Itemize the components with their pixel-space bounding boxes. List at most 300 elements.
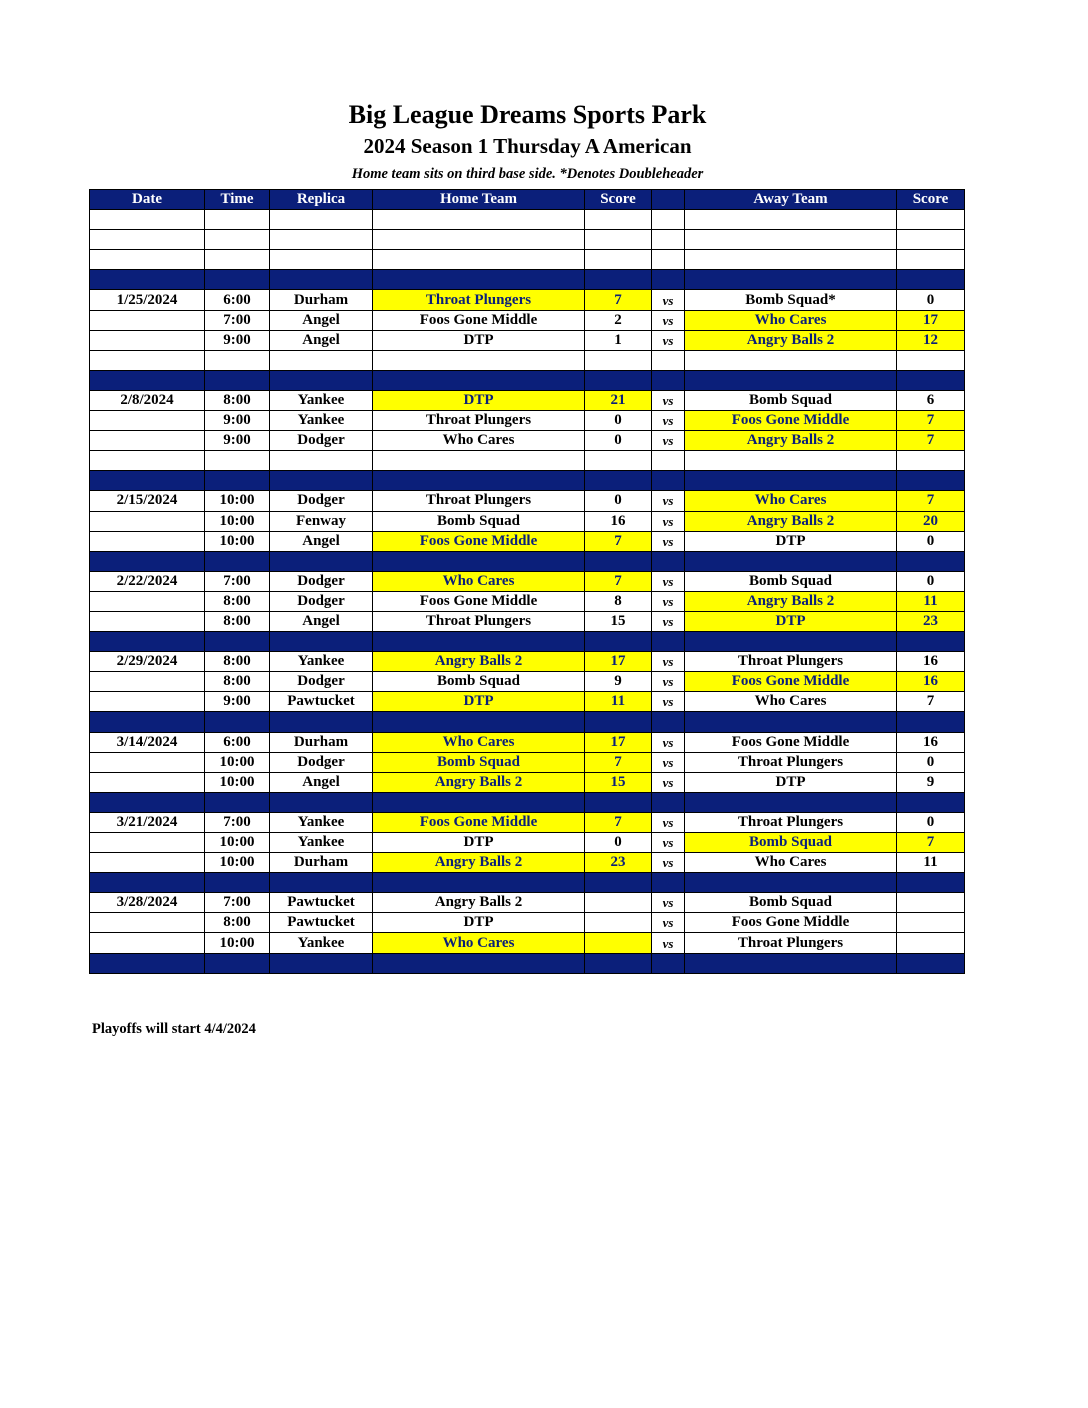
date-cell xyxy=(90,672,205,692)
replica-cell xyxy=(270,210,373,230)
replica-cell: Durham xyxy=(270,853,373,873)
date-cell xyxy=(90,712,205,732)
time-cell: 8:00 xyxy=(205,652,270,672)
game-row xyxy=(90,591,965,611)
col-header-home-score: Score xyxy=(585,190,652,210)
time-cell: 7:00 xyxy=(205,571,270,591)
date-cell xyxy=(90,411,205,431)
away-score-cell: 16 xyxy=(897,672,965,692)
time-cell: 10:00 xyxy=(205,833,270,853)
col-header-replica: Replica xyxy=(270,190,373,210)
away-score-cell xyxy=(897,230,965,250)
date-cell xyxy=(90,591,205,611)
away-team-cell xyxy=(685,451,897,471)
game-row xyxy=(90,431,965,451)
away-score-cell: 0 xyxy=(897,531,965,551)
blank-row xyxy=(90,250,965,270)
game-row xyxy=(90,732,965,752)
home-score-cell: 23 xyxy=(585,853,652,873)
replica-cell: Dodger xyxy=(270,672,373,692)
vs-cell: vs xyxy=(652,330,685,350)
replica-cell: Yankee xyxy=(270,812,373,832)
replica-cell: Angel xyxy=(270,330,373,350)
time-cell: 10:00 xyxy=(205,491,270,511)
away-team-cell: Throat Plungers xyxy=(685,652,897,672)
home-score-cell: 7 xyxy=(585,531,652,551)
home-score-cell: 21 xyxy=(585,390,652,410)
away-score-cell: 0 xyxy=(897,812,965,832)
home-team-cell: Angry Balls 2 xyxy=(373,652,585,672)
game-row xyxy=(90,913,965,933)
away-score-cell xyxy=(897,210,965,230)
away-team-cell: DTP xyxy=(685,772,897,792)
home-team-cell xyxy=(373,953,585,973)
replica-cell xyxy=(270,370,373,390)
vs-cell xyxy=(652,350,685,370)
blank-row xyxy=(90,210,965,230)
replica-cell: Yankee xyxy=(270,652,373,672)
replica-cell: Angel xyxy=(270,310,373,330)
away-score-cell: 7 xyxy=(897,692,965,712)
vs-cell: vs xyxy=(652,913,685,933)
away-team-cell: Who Cares xyxy=(685,853,897,873)
home-score-cell: 9 xyxy=(585,672,652,692)
header-row xyxy=(90,190,965,210)
home-score-cell xyxy=(585,913,652,933)
away-score-cell xyxy=(897,953,965,973)
away-team-cell xyxy=(685,210,897,230)
time-cell: 10:00 xyxy=(205,772,270,792)
game-row xyxy=(90,672,965,692)
away-score-cell xyxy=(897,913,965,933)
date-cell: 2/15/2024 xyxy=(90,491,205,511)
away-score-cell: 0 xyxy=(897,290,965,310)
home-score-cell: 0 xyxy=(585,411,652,431)
away-team-cell: Who Cares xyxy=(685,692,897,712)
vs-cell: vs xyxy=(652,853,685,873)
home-score-cell xyxy=(585,953,652,973)
vs-cell: vs xyxy=(652,591,685,611)
time-cell: 6:00 xyxy=(205,290,270,310)
game-row xyxy=(90,571,965,591)
away-score-cell: 11 xyxy=(897,853,965,873)
date-cell xyxy=(90,833,205,853)
replica-cell xyxy=(270,712,373,732)
replica-cell: Dodger xyxy=(270,491,373,511)
time-cell: 10:00 xyxy=(205,933,270,953)
away-score-cell: 16 xyxy=(897,732,965,752)
away-score-cell: 23 xyxy=(897,611,965,631)
replica-cell: Durham xyxy=(270,732,373,752)
date-cell: 3/14/2024 xyxy=(90,732,205,752)
home-team-cell: Bomb Squad xyxy=(373,511,585,531)
time-cell: 9:00 xyxy=(205,411,270,431)
vs-cell: vs xyxy=(652,531,685,551)
vs-cell: vs xyxy=(652,692,685,712)
game-row xyxy=(90,531,965,551)
date-cell xyxy=(90,551,205,571)
home-team-cell: DTP xyxy=(373,913,585,933)
vs-cell: vs xyxy=(652,290,685,310)
replica-cell xyxy=(270,792,373,812)
week-separator-row xyxy=(90,471,965,491)
away-score-cell xyxy=(897,250,965,270)
week-separator-row xyxy=(90,712,965,732)
home-team-cell: Angry Balls 2 xyxy=(373,853,585,873)
replica-cell: Dodger xyxy=(270,431,373,451)
home-score-cell: 0 xyxy=(585,431,652,451)
date-cell xyxy=(90,511,205,531)
home-score-cell: 7 xyxy=(585,752,652,772)
home-score-cell: 7 xyxy=(585,571,652,591)
replica-cell: Durham xyxy=(270,290,373,310)
away-score-cell: 7 xyxy=(897,491,965,511)
home-score-cell xyxy=(585,230,652,250)
home-score-cell: 8 xyxy=(585,591,652,611)
game-row xyxy=(90,933,965,953)
away-score-cell: 9 xyxy=(897,772,965,792)
replica-cell xyxy=(270,350,373,370)
date-cell: 2/22/2024 xyxy=(90,571,205,591)
game-row xyxy=(90,491,965,511)
home-team-cell: Who Cares xyxy=(373,933,585,953)
time-cell: 10:00 xyxy=(205,752,270,772)
away-score-cell: 6 xyxy=(897,390,965,410)
date-cell xyxy=(90,330,205,350)
home-team-cell: Throat Plungers xyxy=(373,611,585,631)
home-score-cell xyxy=(585,893,652,913)
date-cell xyxy=(90,350,205,370)
vs-cell: vs xyxy=(652,390,685,410)
replica-cell: Angel xyxy=(270,772,373,792)
vs-cell xyxy=(652,712,685,732)
home-team-cell: DTP xyxy=(373,692,585,712)
week-separator-row xyxy=(90,370,965,390)
away-team-cell: Throat Plungers xyxy=(685,933,897,953)
vs-cell: vs xyxy=(652,511,685,531)
home-score-cell xyxy=(585,250,652,270)
time-cell xyxy=(205,370,270,390)
away-team-cell: Bomb Squad xyxy=(685,390,897,410)
replica-cell: Pawtucket xyxy=(270,893,373,913)
away-score-cell: 17 xyxy=(897,310,965,330)
game-row xyxy=(90,330,965,350)
vs-cell: vs xyxy=(652,833,685,853)
replica-cell: Dodger xyxy=(270,571,373,591)
time-cell: 9:00 xyxy=(205,330,270,350)
date-cell xyxy=(90,451,205,471)
home-score-cell: 17 xyxy=(585,732,652,752)
col-header-time: Time xyxy=(205,190,270,210)
time-cell: 8:00 xyxy=(205,611,270,631)
time-cell xyxy=(205,953,270,973)
time-cell xyxy=(205,471,270,491)
time-cell: 10:00 xyxy=(205,511,270,531)
time-cell xyxy=(205,792,270,812)
week-separator-row xyxy=(90,873,965,893)
schedule-table xyxy=(89,189,965,974)
time-cell xyxy=(205,350,270,370)
vs-cell xyxy=(652,210,685,230)
home-team-cell: Who Cares xyxy=(373,431,585,451)
col-header-home-team: Home Team xyxy=(373,190,585,210)
time-cell: 9:00 xyxy=(205,431,270,451)
home-team-cell: DTP xyxy=(373,390,585,410)
week-separator-row xyxy=(90,792,965,812)
away-score-cell xyxy=(897,471,965,491)
away-score-cell xyxy=(897,893,965,913)
home-score-cell: 11 xyxy=(585,692,652,712)
away-team-cell: Throat Plungers xyxy=(685,812,897,832)
away-team-cell: Foos Gone Middle xyxy=(685,732,897,752)
week-separator-row xyxy=(90,632,965,652)
away-team-cell xyxy=(685,471,897,491)
vs-cell xyxy=(652,451,685,471)
doubleheader-note: Home team sits on third base side. *Denotes Doubleheader xyxy=(351,166,704,182)
home-team-cell xyxy=(373,712,585,732)
replica-cell: Fenway xyxy=(270,511,373,531)
date-cell xyxy=(90,270,205,290)
home-team-cell xyxy=(373,471,585,491)
schedule-body xyxy=(90,210,965,974)
home-team-cell: Who Cares xyxy=(373,732,585,752)
away-score-cell: 16 xyxy=(897,652,965,672)
col-header-vs xyxy=(652,190,685,210)
away-team-cell: Throat Plungers xyxy=(685,752,897,772)
away-score-cell: 20 xyxy=(897,511,965,531)
date-cell: 3/21/2024 xyxy=(90,812,205,832)
away-team-cell xyxy=(685,632,897,652)
vs-cell: vs xyxy=(652,672,685,692)
date-cell xyxy=(90,531,205,551)
game-row xyxy=(90,893,965,913)
home-score-cell xyxy=(585,933,652,953)
away-team-cell: Foos Gone Middle xyxy=(685,672,897,692)
replica-cell: Angel xyxy=(270,611,373,631)
home-score-cell: 1 xyxy=(585,330,652,350)
replica-cell: Pawtucket xyxy=(270,913,373,933)
home-score-cell xyxy=(585,712,652,732)
home-team-cell xyxy=(373,210,585,230)
away-team-cell: Angry Balls 2 xyxy=(685,591,897,611)
date-cell xyxy=(90,953,205,973)
blank-row xyxy=(90,230,965,250)
replica-cell xyxy=(270,873,373,893)
page-subtitle: 2024 Season 1 Thursday A American xyxy=(363,134,692,158)
replica-cell xyxy=(270,270,373,290)
replica-cell: Yankee xyxy=(270,411,373,431)
time-cell xyxy=(205,551,270,571)
game-row xyxy=(90,692,965,712)
away-team-cell: Angry Balls 2 xyxy=(685,511,897,531)
home-team-cell: Throat Plungers xyxy=(373,290,585,310)
away-team-cell xyxy=(685,270,897,290)
home-score-cell: 7 xyxy=(585,290,652,310)
away-team-cell xyxy=(685,953,897,973)
home-team-cell: Foos Gone Middle xyxy=(373,310,585,330)
home-score-cell: 15 xyxy=(585,772,652,792)
home-team-cell xyxy=(373,230,585,250)
away-team-cell xyxy=(685,250,897,270)
page-title: Big League Dreams Sports Park xyxy=(348,100,707,129)
date-cell xyxy=(90,792,205,812)
away-team-cell xyxy=(685,712,897,732)
away-team-cell: Foos Gone Middle xyxy=(685,913,897,933)
away-score-cell xyxy=(897,933,965,953)
time-cell: 8:00 xyxy=(205,591,270,611)
home-score-cell xyxy=(585,632,652,652)
away-team-cell xyxy=(685,551,897,571)
away-score-cell xyxy=(897,873,965,893)
time-cell: 10:00 xyxy=(205,853,270,873)
date-cell xyxy=(90,692,205,712)
away-team-cell: Bomb Squad* xyxy=(685,290,897,310)
game-row xyxy=(90,411,965,431)
home-score-cell: 17 xyxy=(585,652,652,672)
away-score-cell xyxy=(897,712,965,732)
game-row xyxy=(90,390,965,410)
date-cell xyxy=(90,632,205,652)
home-score-cell xyxy=(585,210,652,230)
home-team-cell xyxy=(373,451,585,471)
vs-cell: vs xyxy=(652,933,685,953)
vs-cell xyxy=(652,471,685,491)
away-team-cell: DTP xyxy=(685,531,897,551)
away-team-cell xyxy=(685,792,897,812)
col-header-away-team: Away Team xyxy=(685,190,897,210)
home-team-cell: DTP xyxy=(373,330,585,350)
home-team-cell xyxy=(373,551,585,571)
date-cell xyxy=(90,431,205,451)
away-score-cell: 7 xyxy=(897,411,965,431)
replica-cell xyxy=(270,632,373,652)
away-team-cell: Angry Balls 2 xyxy=(685,330,897,350)
vs-cell: vs xyxy=(652,652,685,672)
time-cell xyxy=(205,632,270,652)
date-cell xyxy=(90,210,205,230)
col-header-away-score: Score xyxy=(897,190,965,210)
time-cell: 8:00 xyxy=(205,913,270,933)
game-row xyxy=(90,511,965,531)
home-score-cell xyxy=(585,792,652,812)
home-team-cell xyxy=(373,250,585,270)
week-separator-row xyxy=(90,953,965,973)
away-team-cell xyxy=(685,230,897,250)
home-team-cell xyxy=(373,873,585,893)
away-score-cell xyxy=(897,451,965,471)
home-score-cell: 15 xyxy=(585,611,652,631)
col-header-date: Date xyxy=(90,190,205,210)
home-team-cell: Bomb Squad xyxy=(373,672,585,692)
date-cell xyxy=(90,310,205,330)
home-team-cell: Foos Gone Middle xyxy=(373,812,585,832)
date-cell: 2/29/2024 xyxy=(90,652,205,672)
away-team-cell: Who Cares xyxy=(685,310,897,330)
time-cell: 6:00 xyxy=(205,732,270,752)
date-cell: 1/25/2024 xyxy=(90,290,205,310)
date-cell xyxy=(90,752,205,772)
replica-cell xyxy=(270,471,373,491)
game-row xyxy=(90,812,965,832)
replica-cell: Yankee xyxy=(270,390,373,410)
time-cell xyxy=(205,873,270,893)
home-score-cell xyxy=(585,873,652,893)
home-team-cell: Foos Gone Middle xyxy=(373,531,585,551)
vs-cell: vs xyxy=(652,411,685,431)
away-score-cell xyxy=(897,792,965,812)
game-row xyxy=(90,611,965,631)
time-cell xyxy=(205,270,270,290)
date-cell xyxy=(90,873,205,893)
date-cell: 2/8/2024 xyxy=(90,390,205,410)
week-separator-row xyxy=(90,551,965,571)
home-score-cell: 16 xyxy=(585,511,652,531)
home-team-cell: Angry Balls 2 xyxy=(373,893,585,913)
vs-cell: vs xyxy=(652,431,685,451)
home-score-cell: 7 xyxy=(585,812,652,832)
date-cell xyxy=(90,250,205,270)
vs-cell xyxy=(652,370,685,390)
home-team-cell: Bomb Squad xyxy=(373,752,585,772)
away-team-cell: DTP xyxy=(685,611,897,631)
time-cell: 7:00 xyxy=(205,812,270,832)
date-cell xyxy=(90,230,205,250)
time-cell: 8:00 xyxy=(205,390,270,410)
away-team-cell: Angry Balls 2 xyxy=(685,431,897,451)
vs-cell xyxy=(652,250,685,270)
away-team-cell: Bomb Squad xyxy=(685,571,897,591)
away-score-cell xyxy=(897,632,965,652)
away-score-cell xyxy=(897,350,965,370)
game-row xyxy=(90,772,965,792)
time-cell xyxy=(205,712,270,732)
home-team-cell: Throat Plungers xyxy=(373,411,585,431)
playoffs-note: Playoffs will start 4/4/2024 xyxy=(92,1021,256,1037)
replica-cell: Dodger xyxy=(270,752,373,772)
away-score-cell: 7 xyxy=(897,833,965,853)
replica-cell: Yankee xyxy=(270,933,373,953)
vs-cell xyxy=(652,953,685,973)
replica-cell: Angel xyxy=(270,531,373,551)
away-team-cell xyxy=(685,350,897,370)
away-score-cell xyxy=(897,551,965,571)
home-team-cell: DTP xyxy=(373,833,585,853)
vs-cell xyxy=(652,230,685,250)
date-cell: 3/28/2024 xyxy=(90,893,205,913)
home-score-cell xyxy=(585,350,652,370)
home-team-cell xyxy=(373,632,585,652)
vs-cell xyxy=(652,873,685,893)
away-team-cell xyxy=(685,370,897,390)
week-separator-row xyxy=(90,270,965,290)
home-team-cell xyxy=(373,270,585,290)
vs-cell: vs xyxy=(652,491,685,511)
replica-cell xyxy=(270,451,373,471)
vs-cell: vs xyxy=(652,772,685,792)
vs-cell: vs xyxy=(652,812,685,832)
away-team-cell: Foos Gone Middle xyxy=(685,411,897,431)
home-team-cell: Who Cares xyxy=(373,571,585,591)
away-score-cell xyxy=(897,370,965,390)
game-row xyxy=(90,652,965,672)
vs-cell: vs xyxy=(652,752,685,772)
vs-cell xyxy=(652,270,685,290)
time-cell: 10:00 xyxy=(205,531,270,551)
time-cell xyxy=(205,210,270,230)
home-team-cell: Throat Plungers xyxy=(373,491,585,511)
date-cell xyxy=(90,913,205,933)
blank-row xyxy=(90,451,965,471)
